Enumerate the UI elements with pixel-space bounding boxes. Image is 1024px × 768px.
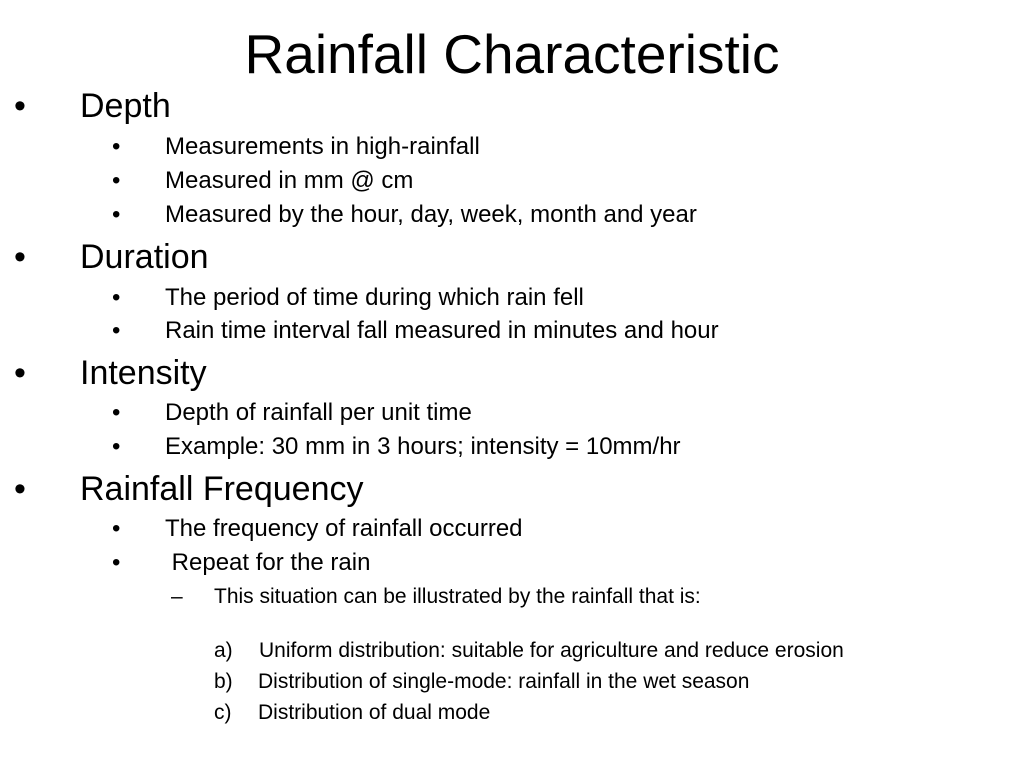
section-heading: Duration bbox=[80, 238, 209, 276]
list-item-text: The frequency of rainfall occurred bbox=[165, 515, 523, 542]
bullet-marker: • bbox=[14, 354, 26, 392]
bullet-marker: • bbox=[112, 201, 121, 228]
bullet-marker: • bbox=[14, 470, 26, 508]
letter-marker: a) bbox=[214, 639, 233, 662]
sub-list-item-text: This situation can be illustrated by the rainfall that is: bbox=[214, 585, 701, 608]
bullet-marker: • bbox=[112, 133, 121, 160]
list-item-text: The period of time during which rain fell bbox=[165, 284, 584, 311]
lettered-item-text: Distribution of dual mode bbox=[258, 701, 491, 724]
list-item-text: Rain time interval fall measured in minutes and hour bbox=[165, 317, 719, 344]
lettered-item-text: Distribution of single-mode: rainfall in the wet season bbox=[258, 670, 750, 693]
section-heading: Intensity bbox=[80, 354, 207, 392]
bullet-marker: • bbox=[112, 433, 121, 460]
bullet-marker: • bbox=[112, 549, 121, 576]
letter-marker: b) bbox=[214, 670, 233, 693]
bullet-marker: • bbox=[112, 515, 121, 542]
list-item-text: Example: 30 mm in 3 hours; intensity = 10mm/hr bbox=[165, 433, 681, 460]
list-item-text: Measurements in high-rainfall bbox=[165, 133, 480, 160]
letter-marker: c) bbox=[214, 701, 232, 724]
bullet-marker: • bbox=[112, 399, 121, 426]
bullet-marker: • bbox=[112, 167, 121, 194]
bullet-marker: • bbox=[14, 87, 26, 125]
list-item-text: Measured by the hour, day, week, month and year bbox=[165, 201, 697, 228]
list-item-text: Depth of rainfall per unit time bbox=[165, 399, 472, 426]
slide-title: Rainfall Characteristic bbox=[244, 23, 780, 85]
lettered-item-text: Uniform distribution: suitable for agriculture and reduce erosion bbox=[259, 639, 844, 662]
list-item-text: Repeat for the rain bbox=[165, 549, 371, 576]
section-heading: Rainfall Frequency bbox=[80, 470, 364, 508]
section-heading: Depth bbox=[80, 87, 171, 125]
list-item-text: Measured in mm @ cm bbox=[165, 167, 414, 194]
dash-marker: – bbox=[171, 585, 183, 608]
bullet-marker: • bbox=[112, 317, 121, 344]
bullet-marker: • bbox=[14, 238, 26, 276]
bullet-marker: • bbox=[112, 284, 121, 311]
